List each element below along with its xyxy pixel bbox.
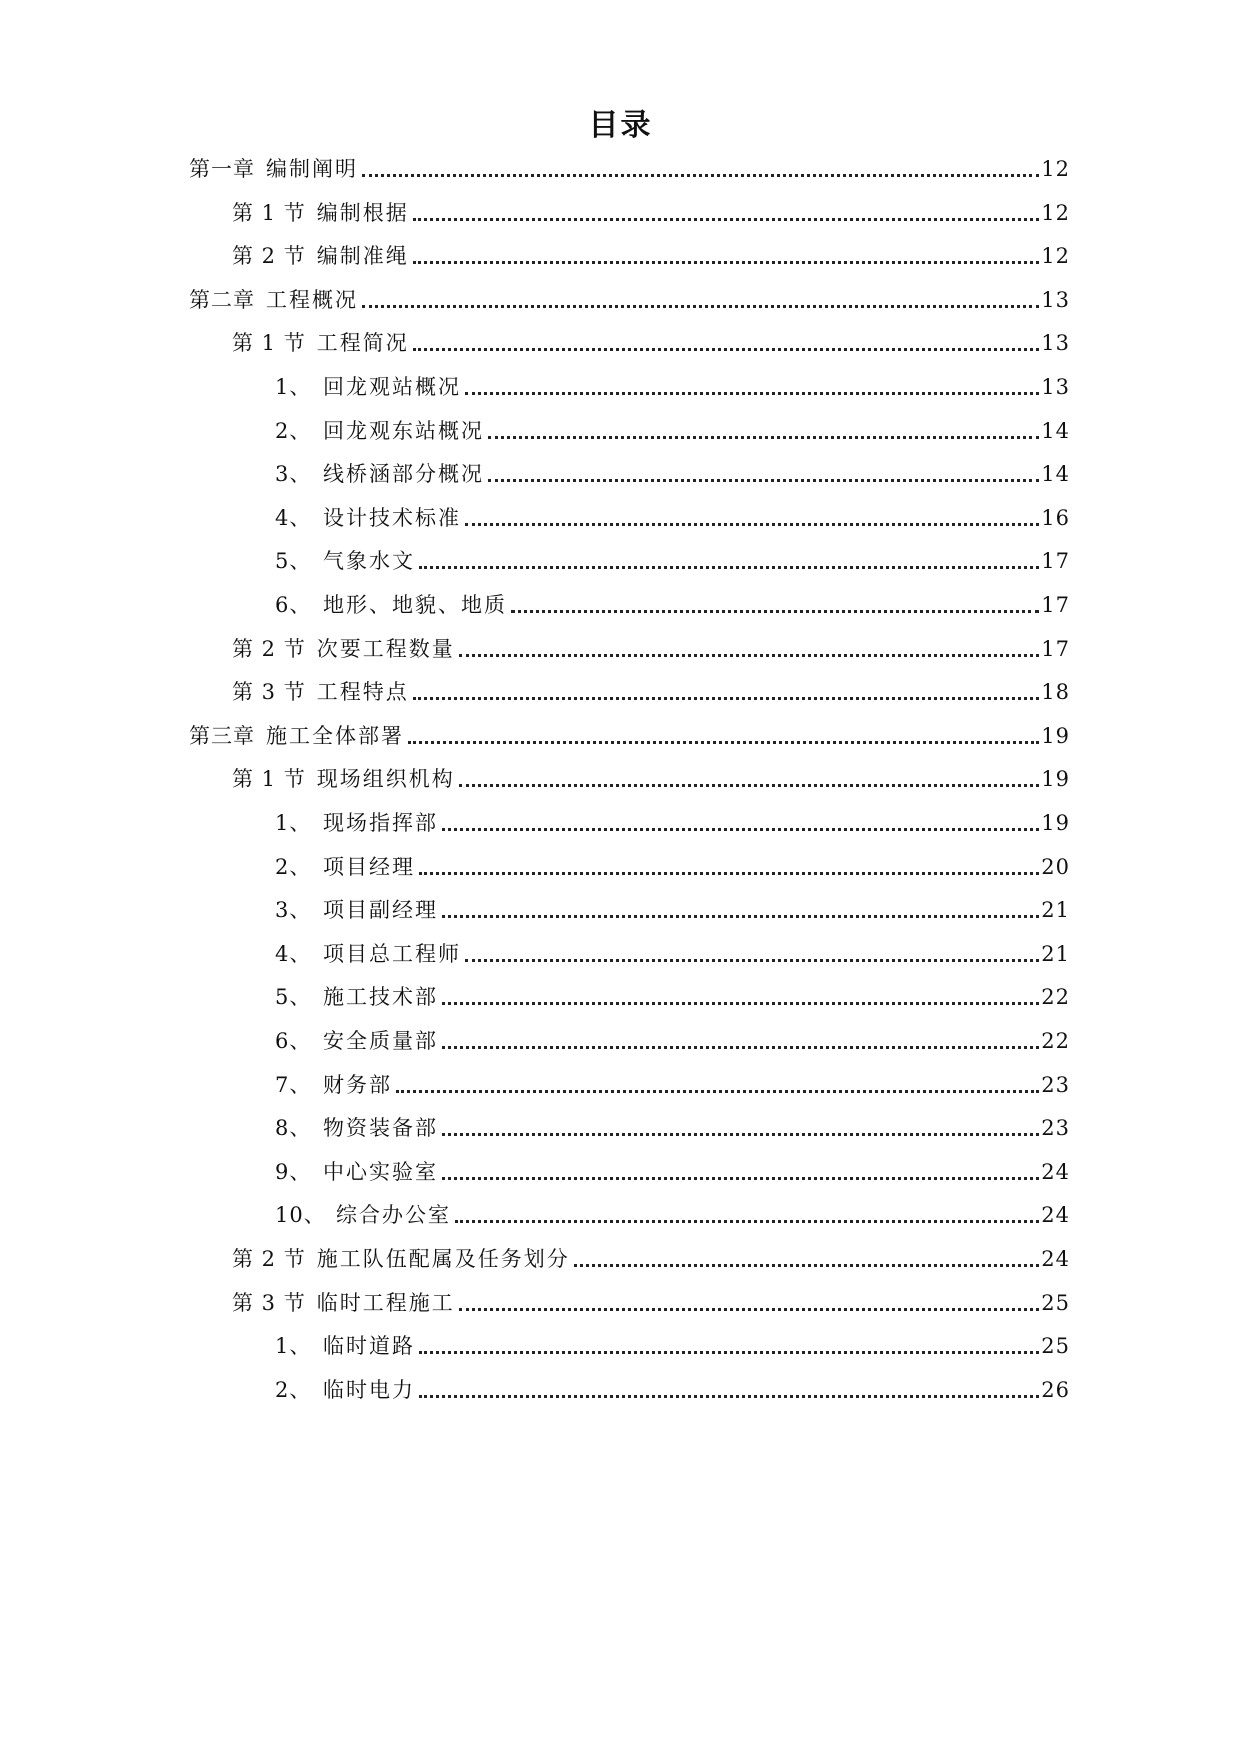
toc-entry[interactable]	[189, 721, 1070, 751]
toc-entry-title: 地形、地貌、地质	[323, 593, 507, 617]
toc-entry-page-number: 12	[1041, 157, 1070, 181]
toc-entry-number: 第二章	[189, 287, 255, 312]
toc-entry-page-number: 13	[1041, 287, 1070, 312]
toc-entry-number: 2、	[275, 418, 312, 443]
toc-dot-leader	[455, 1220, 1039, 1223]
toc-entry-page-number: 19	[1041, 767, 1070, 792]
toc-dot-leader	[419, 566, 1039, 569]
toc-entry-title: 工程概况	[266, 287, 358, 312]
toc-entry[interactable]	[232, 198, 1070, 228]
toc-entry[interactable]	[189, 285, 1070, 315]
toc-entry[interactable]	[232, 1244, 1070, 1274]
toc-entry-title: 施工队伍配属及任务划分	[316, 1247, 570, 1271]
toc-entry-number: 第三章	[189, 723, 255, 748]
toc-entry-number: 8、	[275, 1116, 312, 1141]
toc-entry-page-number: 14	[1041, 462, 1070, 487]
toc-entry-title: 项目经理	[323, 854, 415, 879]
toc-entry[interactable]	[232, 328, 1070, 358]
toc-entry-page-number: 16	[1041, 505, 1070, 530]
toc-entry-page-number: 12	[1041, 244, 1070, 269]
toc-entry-title: 设计技术标准	[323, 505, 461, 530]
toc-dot-leader	[574, 1264, 1040, 1267]
toc-entry-number: 第 2 节	[232, 636, 306, 661]
toc-entry-page-number: 25	[1041, 1334, 1070, 1359]
toc-entry-page-number: 22	[1041, 985, 1070, 1010]
toc-dot-leader	[442, 1133, 1039, 1136]
toc-entry[interactable]	[275, 939, 1070, 969]
toc-entry-number: 2、	[275, 1377, 312, 1402]
toc-dot-leader	[459, 784, 1040, 787]
toc-entry-number: 6、	[275, 593, 312, 617]
toc-entry-title: 线桥涵部分概况	[323, 462, 484, 487]
toc-entry-title: 编制准绳	[316, 244, 409, 269]
toc-entry[interactable]	[275, 852, 1070, 882]
toc-dot-leader	[419, 1351, 1039, 1354]
toc-entry[interactable]	[275, 982, 1070, 1012]
toc-entry-page-number: 21	[1041, 898, 1070, 923]
toc-entry[interactable]	[275, 1026, 1070, 1056]
toc-entry[interactable]	[275, 503, 1070, 533]
toc-entry-number: 第 3 节	[232, 1290, 306, 1315]
toc-entry[interactable]	[275, 1331, 1070, 1361]
toc-entry-title: 现场组织机构	[316, 767, 455, 792]
toc-entry-page-number: 13	[1041, 375, 1070, 399]
toc-entry-page-number: 20	[1041, 854, 1070, 879]
toc-dot-leader	[362, 174, 1039, 177]
toc-entry-title: 项目副经理	[323, 898, 438, 923]
toc-entry[interactable]	[189, 154, 1070, 184]
toc-entry-number: 第一章	[189, 157, 255, 181]
toc-entry-title: 临时道路	[323, 1334, 415, 1359]
toc-dot-leader	[465, 392, 1039, 395]
toc-entry[interactable]	[275, 1200, 1070, 1230]
toc-entry-number: 第 1 节	[232, 200, 306, 225]
toc-entry[interactable]	[275, 372, 1070, 402]
toc-entry-number: 1、	[275, 811, 312, 835]
toc-entry-page-number: 14	[1041, 418, 1070, 443]
toc-entry-page-number: 23	[1041, 1072, 1070, 1097]
toc-entry-number: 4、	[275, 941, 312, 966]
toc-entry-title: 现场指挥部	[323, 811, 438, 835]
toc-entry-title: 回龙观站概况	[323, 375, 461, 399]
toc-entry[interactable]	[232, 1288, 1070, 1318]
toc-entry-number: 第 2 节	[232, 1247, 306, 1271]
toc-entry-number: 10、	[275, 1203, 326, 1228]
toc-entry[interactable]	[232, 241, 1070, 271]
toc-entry-title: 安全质量部	[323, 1029, 438, 1053]
toc-entry-page-number: 24	[1041, 1203, 1070, 1228]
toc-entry-page-number: 25	[1041, 1290, 1070, 1315]
toc-entry-title: 财务部	[323, 1072, 392, 1097]
toc-entry-page-number: 23	[1041, 1116, 1070, 1141]
toc-entry[interactable]	[275, 1070, 1070, 1100]
toc-dot-leader	[459, 654, 1040, 657]
toc-dot-leader	[442, 828, 1039, 831]
toc-entry[interactable]	[232, 634, 1070, 664]
toc-entry-title: 物资装备部	[323, 1116, 438, 1141]
toc-dot-leader	[413, 261, 1040, 264]
toc-entry-number: 4、	[275, 505, 312, 530]
toc-entry-number: 5、	[275, 549, 312, 574]
toc-entry-page-number: 13	[1041, 331, 1070, 356]
toc-dot-leader	[396, 1090, 1039, 1093]
toc-dot-leader	[442, 1046, 1039, 1049]
toc-entry[interactable]	[275, 1157, 1070, 1187]
toc-entry[interactable]	[232, 764, 1070, 794]
toc-entry-page-number: 17	[1041, 636, 1070, 661]
toc-entry-title: 综合办公室	[336, 1203, 451, 1228]
toc-dot-leader	[511, 610, 1039, 613]
toc-entry-page-number: 21	[1041, 941, 1070, 966]
toc-entry-number: 第 2 节	[232, 244, 306, 269]
toc-entry-page-number: 26	[1041, 1377, 1070, 1402]
toc-dot-leader	[442, 915, 1039, 918]
toc-entry-number: 7、	[275, 1072, 312, 1097]
toc-entry-number: 第 1 节	[232, 331, 306, 356]
toc-entry-number: 6、	[275, 1029, 312, 1053]
toc-dot-leader	[459, 1308, 1040, 1311]
toc-entry-number: 3、	[275, 898, 312, 923]
toc-entry[interactable]	[275, 895, 1070, 925]
toc-entry-page-number: 24	[1041, 1159, 1070, 1184]
toc-dot-leader	[362, 305, 1039, 308]
toc-entry-title: 次要工程数量	[316, 636, 455, 661]
toc-entry-title: 工程简况	[316, 331, 409, 356]
toc-entry-number: 第 1 节	[232, 767, 306, 792]
toc-entry[interactable]	[275, 1375, 1070, 1405]
toc-entry-title: 施工全体部署	[266, 723, 404, 748]
toc-dot-leader	[419, 1395, 1039, 1398]
toc-dot-leader	[465, 523, 1039, 526]
toc-entry-title: 编制阐明	[266, 157, 358, 181]
toc-entry-number: 5、	[275, 985, 312, 1010]
toc-dot-leader	[413, 218, 1040, 221]
toc-entry-title: 回龙观东站概况	[323, 418, 484, 443]
toc-dot-leader	[442, 1002, 1039, 1005]
toc-entry-title: 编制根据	[316, 200, 409, 225]
toc-entry[interactable]	[275, 459, 1070, 489]
toc-entry-page-number: 22	[1041, 1029, 1070, 1053]
toc-dot-leader	[408, 741, 1039, 744]
toc-dot-leader	[465, 959, 1039, 962]
toc-entry-page-number: 18	[1041, 680, 1070, 705]
toc-entry-title: 施工技术部	[323, 985, 438, 1010]
toc-dot-leader	[488, 436, 1039, 439]
toc-entry-page-number: 19	[1041, 811, 1070, 835]
toc-dot-leader	[413, 348, 1040, 351]
toc-entry-number: 3、	[275, 462, 312, 487]
toc-entry-title: 临时工程施工	[316, 1290, 455, 1315]
toc-entry[interactable]	[275, 1113, 1070, 1143]
toc-entry-title: 中心实验室	[323, 1159, 438, 1184]
toc-entry-number: 1、	[275, 375, 312, 399]
toc-entry-number: 1、	[275, 1334, 312, 1359]
toc-entry[interactable]	[275, 546, 1070, 576]
toc-entry-page-number: 19	[1041, 723, 1070, 748]
toc-entry-title: 项目总工程师	[323, 941, 461, 966]
toc-entry-number: 2、	[275, 854, 312, 879]
toc-entry-page-number: 17	[1041, 593, 1070, 617]
toc-dot-leader	[413, 697, 1040, 700]
toc-entry[interactable]	[275, 808, 1070, 838]
toc-entry-title: 临时电力	[323, 1377, 415, 1402]
toc-entry-page-number: 12	[1041, 200, 1070, 225]
toc-entry-title: 气象水文	[323, 549, 415, 574]
toc-entry-number: 第 3 节	[232, 680, 306, 705]
toc-entry-title: 工程特点	[316, 680, 409, 705]
toc-dot-leader	[488, 479, 1039, 482]
toc-entry-page-number: 24	[1041, 1247, 1070, 1271]
toc-entry[interactable]	[275, 590, 1070, 620]
toc-dot-leader	[419, 872, 1039, 875]
toc-entry[interactable]	[275, 416, 1070, 446]
toc-entry-number: 9、	[275, 1159, 312, 1184]
toc-title: 目录	[588, 108, 653, 143]
toc-dot-leader	[442, 1177, 1039, 1180]
toc-entry[interactable]	[232, 677, 1070, 707]
toc-entry-page-number: 17	[1041, 549, 1070, 574]
